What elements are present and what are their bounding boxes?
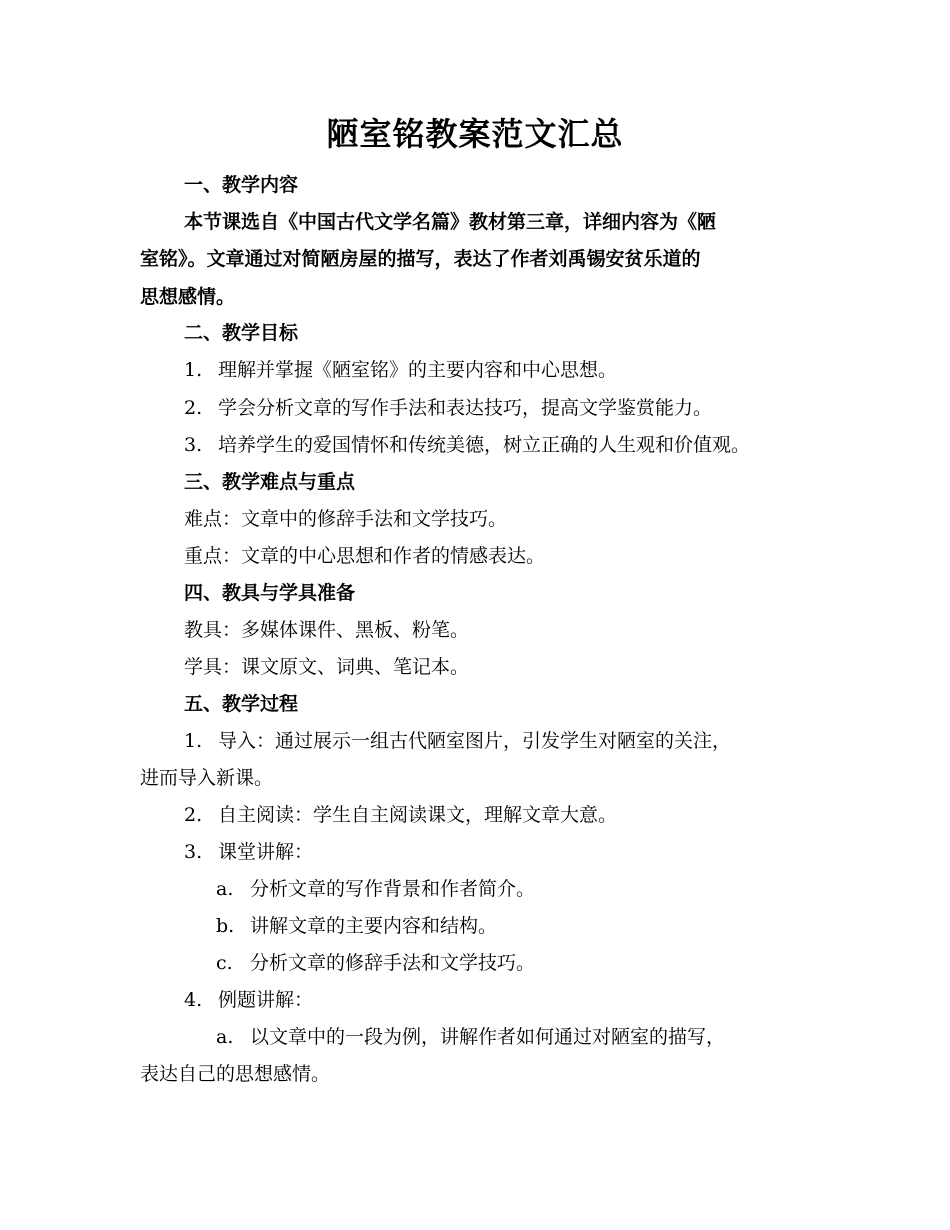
step-number: 2. <box>184 804 203 826</box>
process-step <box>184 728 731 754</box>
step-text: 导入：通过展示一组古代陋室图片，引发学生对陋室的关注， <box>218 730 732 752</box>
objective-number: 3. <box>184 434 203 456</box>
substep-text: 讲解文章的主要内容和结构。 <box>250 915 498 937</box>
objective-text: 学会分析文章的写作手法和表达技巧，提高文学鉴赏能力。 <box>218 397 713 419</box>
process-substep <box>216 913 497 939</box>
section-heading-objectives: 二、教学目标 <box>184 322 299 344</box>
teacher-tools-text: 教具：多媒体课件、黑板、粉笔。 <box>184 619 470 641</box>
substep-text: 以文章中的一段为例，讲解作者如何通过对陋室的描写， <box>250 1026 726 1048</box>
step-text: 自主阅读：学生自主阅读课文，理解文章大意。 <box>218 804 618 826</box>
content-paragraph-line-3: 思想感情。 <box>140 286 236 308</box>
objective-item <box>184 432 750 458</box>
substep-label: c. <box>216 952 233 974</box>
substep-label: a. <box>216 878 234 900</box>
objective-number: 1. <box>184 359 203 381</box>
objective-item <box>184 395 712 421</box>
step-number: 1. <box>184 730 203 752</box>
step-number: 3. <box>184 841 203 863</box>
step-text: 例题讲解： <box>218 989 314 1011</box>
section-heading-difficulties: 三、教学难点与重点 <box>184 471 356 493</box>
student-tools-text: 学具：课文原文、词典、笔记本。 <box>184 656 470 678</box>
content-paragraph-line-2: 室铭》。文章通过对简陋房屋的描写，表达了作者刘禹锡安贫乐道的 <box>140 248 701 270</box>
substep-text-continuation: 表达自己的思想感情。 <box>140 1063 331 1085</box>
step-text-continuation: 进而导入新课。 <box>140 767 274 789</box>
process-step <box>184 802 617 828</box>
process-substep <box>216 950 535 976</box>
process-step <box>184 839 313 865</box>
process-substep <box>216 876 535 902</box>
section-heading-content: 一、教学内容 <box>184 174 299 196</box>
document-title: 陋室铭教案范文汇总 <box>326 115 624 153</box>
process-substep <box>216 1024 725 1050</box>
key-point-text: 重点：文章的中心思想和作者的情感表达。 <box>184 545 546 567</box>
substep-label: b. <box>216 915 235 937</box>
step-number: 4. <box>184 989 203 1011</box>
difficulty-text: 难点：文章中的修辞手法和文学技巧。 <box>184 508 508 530</box>
content-paragraph-line-1: 本节课选自《中国古代文学名篇》教材第三章，详细内容为《陋 <box>184 211 717 233</box>
objective-text: 理解并掌握《陋室铭》的主要内容和中心思想。 <box>218 359 618 381</box>
substep-text: 分析文章的写作背景和作者简介。 <box>250 878 536 900</box>
substep-label: a. <box>216 1026 234 1048</box>
objective-number: 2. <box>184 397 203 419</box>
process-step <box>184 987 313 1013</box>
step-text: 课堂讲解： <box>218 841 314 863</box>
section-heading-process: 五、教学过程 <box>184 693 299 715</box>
substep-text: 分析文章的修辞手法和文学技巧。 <box>250 952 536 974</box>
objective-text: 培养学生的爱国情怀和传统美德，树立正确的人生观和价值观。 <box>218 434 751 456</box>
section-heading-tools: 四、教具与学具准备 <box>184 582 356 604</box>
objective-item <box>184 357 617 383</box>
